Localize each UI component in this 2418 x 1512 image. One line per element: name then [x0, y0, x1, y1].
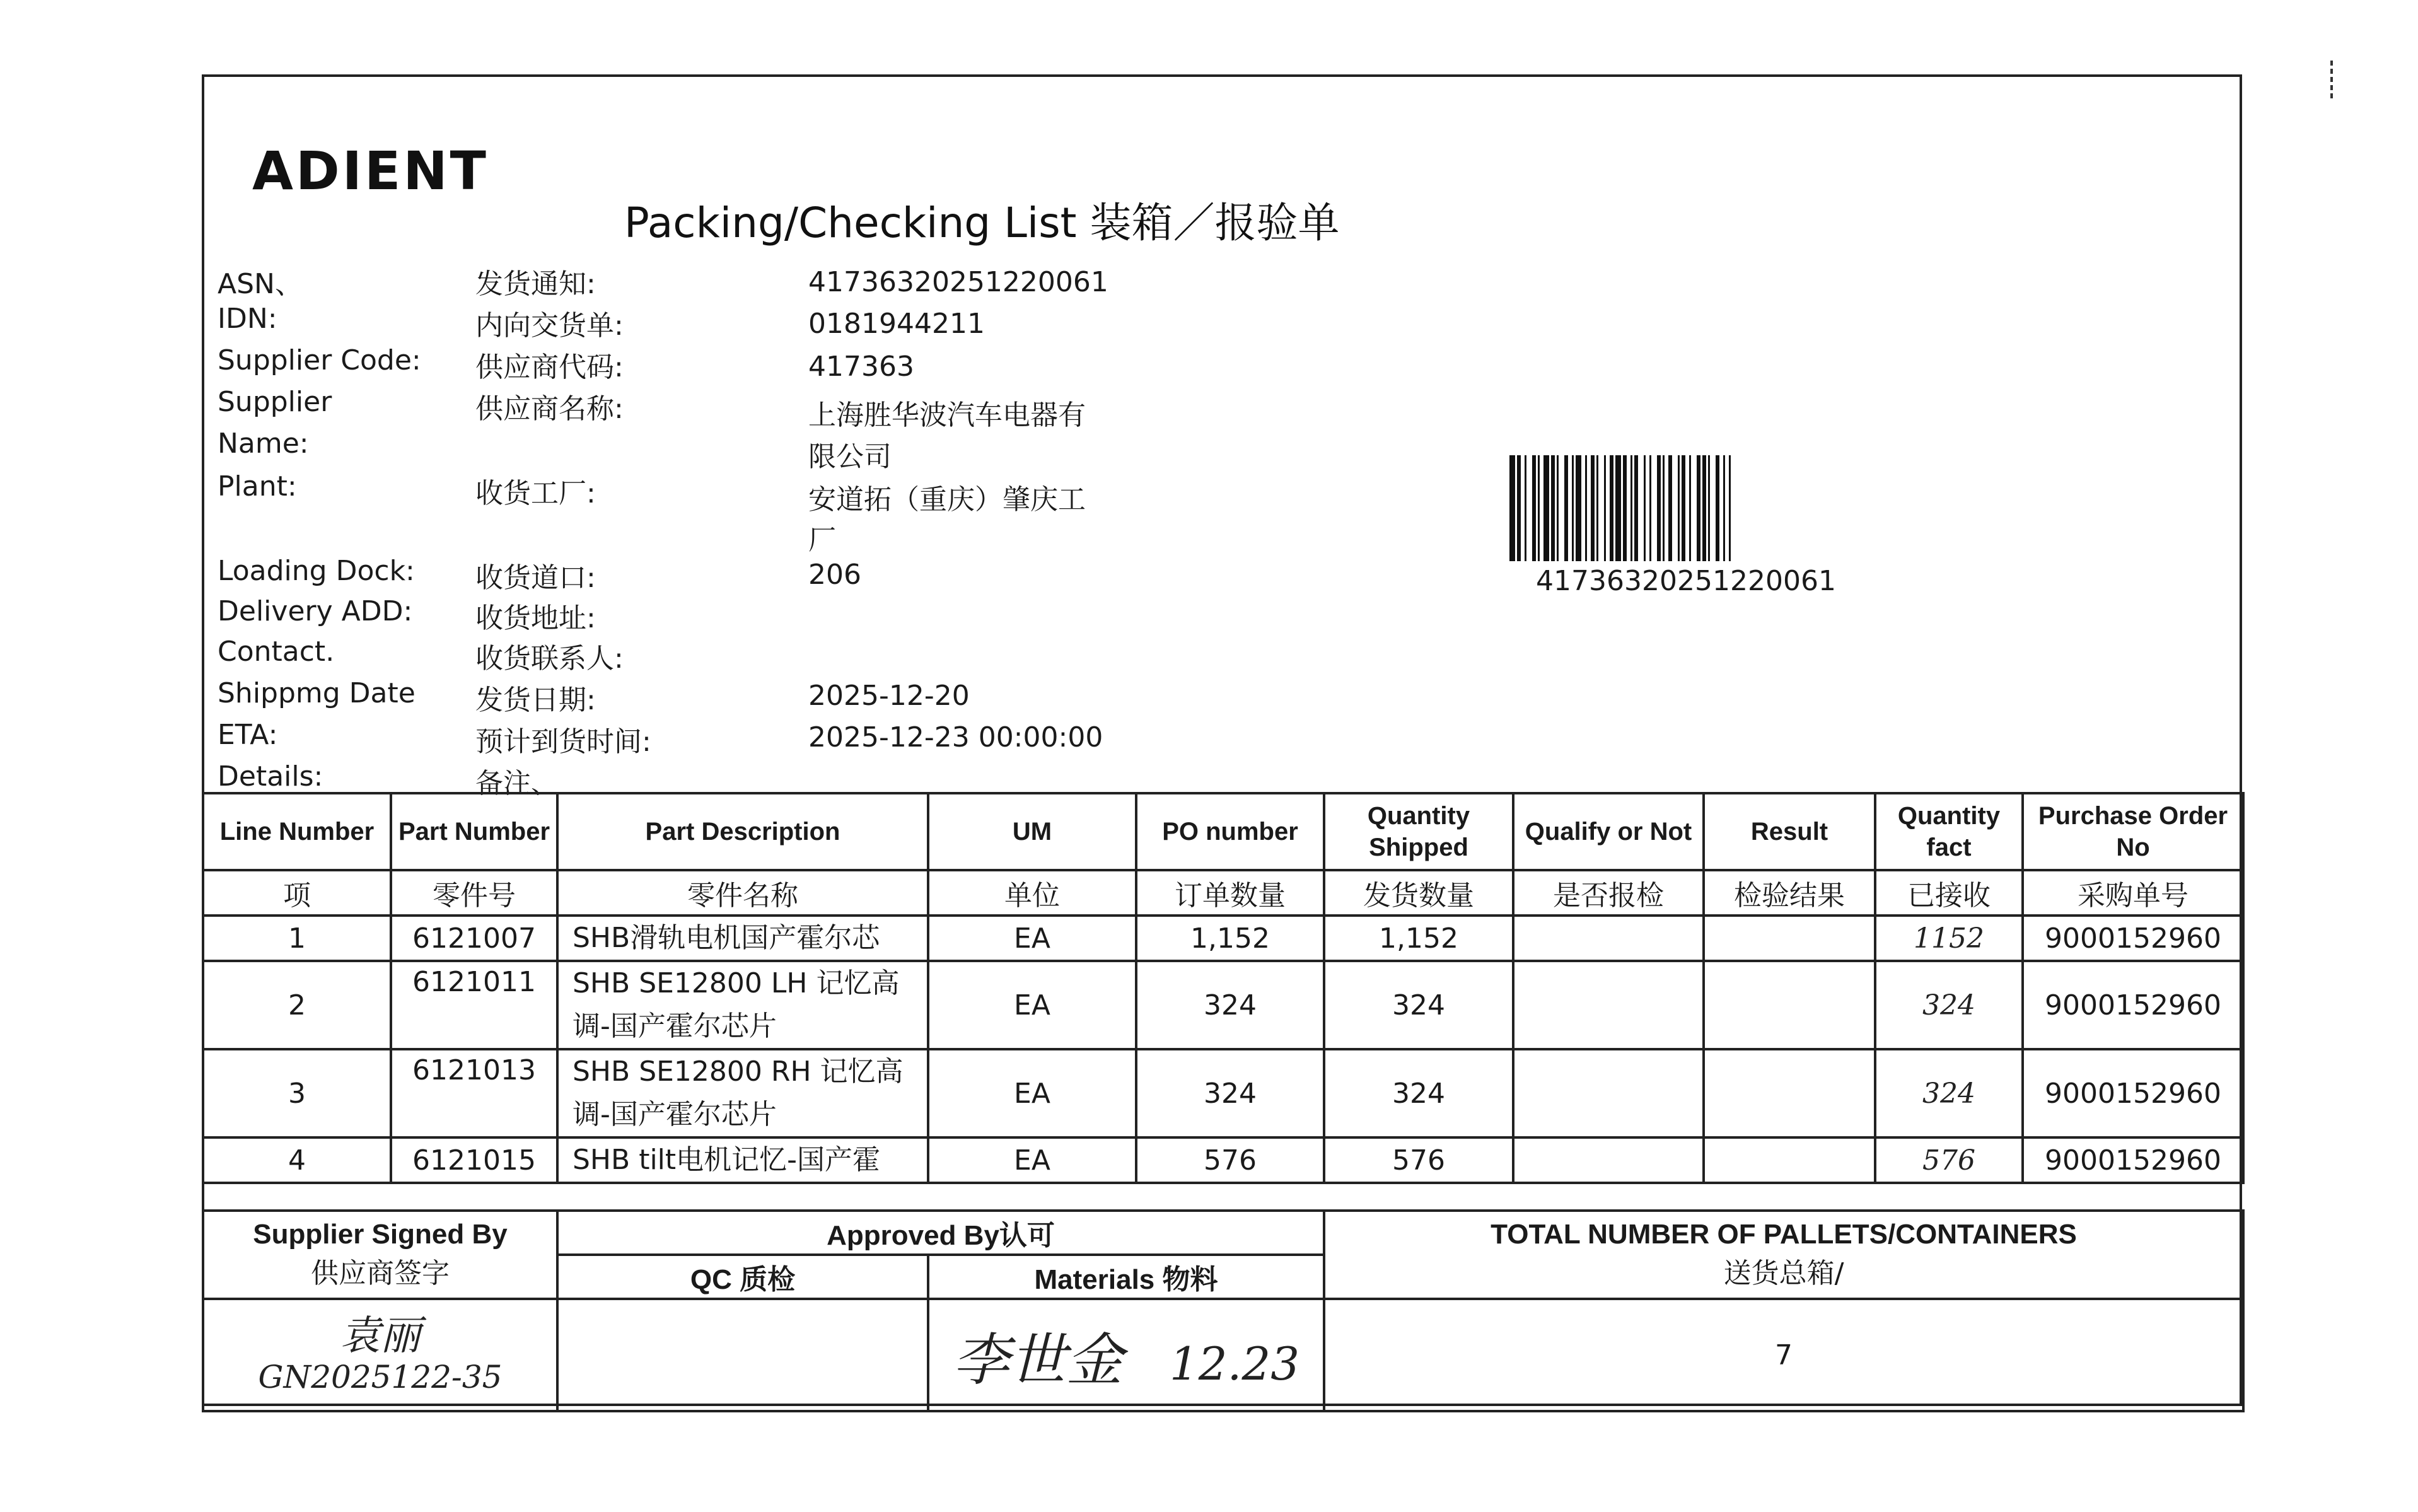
col-header-quantity-shipped: Quantity Shipped [1324, 793, 1513, 870]
cell-qualify [1513, 1137, 1704, 1183]
field-cn-supplier-code: 供应商代码: [475, 351, 624, 383]
field-label-asn: ASN、 [218, 268, 303, 300]
qc-signature-cell [557, 1299, 928, 1411]
supplier-signature-code: GN2025122-35 [258, 1359, 503, 1395]
barcode-bar [1596, 455, 1598, 561]
field-label-idn: IDN: [218, 303, 277, 335]
col-header-line-number: Line Number [203, 793, 391, 870]
field-cn-contact: 收货联系人: [475, 643, 624, 675]
col-header-cn-order: 采购单号 [2023, 870, 2243, 916]
cell-line: 1 [203, 916, 391, 961]
col-header-po-number: PO number [1136, 793, 1324, 870]
barcode-bar [1551, 455, 1555, 561]
barcode-bar [1634, 455, 1638, 561]
field-value-asn: 41736320251220061 [808, 266, 1108, 298]
field-value-shipping-date: 2025-12-20 [808, 680, 970, 712]
field-label-details: Details: [218, 760, 323, 793]
barcode-bar [1649, 455, 1651, 561]
field-cn-loading-dock: 收货道口: [475, 562, 596, 594]
cell-part: 6121011 [391, 961, 557, 1049]
barcode-bar [1604, 455, 1606, 561]
col-header-cn-result: 检验结果 [1704, 870, 1875, 916]
col-header-purchase-order: Purchase Order No [2023, 793, 2243, 870]
supplier-signed-label: Supplier Signed By [253, 1219, 508, 1250]
cell-result [1704, 916, 1875, 961]
supplier-signed-header [203, 1211, 557, 1299]
signoff-table [202, 1209, 2245, 1412]
line-items-table [202, 792, 2245, 1184]
cell-shipped: 324 [1324, 1049, 1513, 1137]
cell-order: 9000152960 [2023, 961, 2243, 1049]
materials-signature-date: 12.23 [1169, 1337, 1300, 1390]
field-value-plant-2: 厂 [808, 524, 836, 556]
approved-by-label: Approved By认可 [557, 1211, 1324, 1255]
cell-um: EA [928, 1137, 1136, 1183]
barcode-bar [1657, 455, 1661, 561]
materials-signature: 李世金 [952, 1327, 1123, 1393]
cell-fact-handwritten: 576 [1875, 1137, 2023, 1183]
field-cn-asn: 发货通知: [475, 268, 596, 300]
materials-label: Materials 物料 [928, 1255, 1324, 1299]
field-value-eta: 2025-12-23 00:00:00 [808, 721, 1103, 753]
col-header-cn-um: 单位 [928, 870, 1136, 916]
field-label-contact: Contact. [218, 636, 335, 668]
header-row-cn [203, 870, 2243, 916]
field-label-loading-dock: Loading Dock: [218, 555, 415, 587]
cell-qualify [1513, 1049, 1704, 1137]
field-cn-details: 备注、 [475, 767, 559, 800]
cell-fact-handwritten: 324 [1875, 961, 2023, 1049]
total-pallets-label: TOTAL NUMBER OF PALLETS/CONTAINERS [1491, 1219, 2077, 1250]
cell-shipped: 576 [1324, 1137, 1513, 1183]
col-header-cn-desc: 零件名称 [557, 870, 928, 916]
field-cn-eta: 预计到货时间: [475, 726, 651, 758]
col-header-cn-part: 零件号 [391, 870, 557, 916]
cell-desc: SHB SE12800 LH 记忆高调-国产霍尔芯片 [557, 961, 928, 1049]
cell-order: 9000152960 [2023, 1049, 2243, 1137]
materials-signature-cell [928, 1299, 1324, 1411]
col-header-quantity-fact: Quantity fact [1875, 793, 2023, 870]
barcode-bar [1623, 455, 1627, 561]
cell-result [1704, 1049, 1875, 1137]
cell-po: 324 [1136, 1049, 1324, 1137]
field-cn-supplier-name: 供应商名称: [475, 393, 624, 425]
field-value-supplier-name-1: 上海胜华波汽车电器有 [808, 399, 1086, 431]
cell-order: 9000152960 [2023, 1137, 2243, 1183]
cell-line: 2 [203, 961, 391, 1049]
field-value-supplier-name-2: 限公司 [808, 441, 892, 473]
col-header-cn-qualify: 是否报检 [1513, 870, 1704, 916]
barcode-bar [1716, 455, 1719, 561]
field-cn-idn: 内向交货单: [475, 310, 624, 342]
field-cn-plant: 收货工厂: [475, 477, 596, 509]
document-title: Packing/Checking List 装箱／报验单 [624, 199, 1340, 247]
field-label-supplier-code: Supplier Code: [218, 344, 421, 376]
barcode-bar [1591, 455, 1595, 561]
cell-result [1704, 961, 1875, 1049]
cell-order: 9000152960 [2023, 916, 2243, 961]
barcode-bar [1557, 455, 1559, 561]
col-header-part-number: Part Number [391, 793, 557, 870]
col-header-cn-shipped: 发货数量 [1324, 870, 1513, 916]
barcode-bar [1525, 455, 1526, 561]
barcode-bar [1708, 455, 1710, 561]
cell-po: 1,152 [1136, 916, 1324, 961]
col-header-cn-fact: 已接收 [1875, 870, 2023, 916]
cell-um: EA [928, 961, 1136, 1049]
barcode-bar [1517, 455, 1521, 561]
field-label-name: Name: [218, 427, 309, 460]
barcode-bar [1689, 455, 1691, 561]
supplier-signature-cell [203, 1299, 557, 1411]
cell-desc: SHB tilt电机记忆-国产霍 [557, 1137, 928, 1183]
barcode-bar [1630, 455, 1632, 561]
field-value-idn: 0181944211 [808, 308, 985, 340]
table-row [203, 1049, 2243, 1137]
field-label-plant: Plant: [218, 470, 297, 503]
barcode-bar [1678, 455, 1680, 561]
col-header-part-description: Part Description [557, 793, 928, 870]
barcode-bar [1564, 455, 1568, 561]
supplier-signed-label-cn: 供应商签字 [311, 1257, 450, 1289]
cell-shipped: 1,152 [1324, 916, 1513, 961]
col-header-result: Result [1704, 793, 1875, 870]
cell-part: 6121013 [391, 1049, 557, 1137]
cell-fact-handwritten: 324 [1875, 1049, 2023, 1137]
total-pallets-label-cn: 送货总箱/ [1723, 1257, 1844, 1289]
field-cn-delivery-add: 收货地址: [475, 602, 596, 634]
header-row-en [203, 793, 2243, 870]
cell-result [1704, 1137, 1875, 1183]
field-cn-shipping-date: 发货日期: [475, 684, 596, 716]
barcode-number: 41736320251220061 [1536, 565, 1836, 597]
field-value-plant-1: 安道拓（重庆）肇庆工 [808, 484, 1086, 516]
barcode-bar [1543, 455, 1549, 561]
cell-desc: SHB滑轨电机国产霍尔芯 [557, 916, 928, 961]
qc-label: QC 质检 [557, 1255, 928, 1299]
company-logo: ADIENT [252, 140, 489, 202]
col-header-cn-line: 项 [203, 870, 391, 916]
barcode-bar [1509, 455, 1515, 561]
field-value-loading-dock: 206 [808, 559, 861, 591]
cell-um: EA [928, 1049, 1136, 1137]
col-header-cn-po: 订单数量 [1136, 870, 1324, 916]
barcode-image [1508, 455, 1864, 561]
barcode-bar [1663, 455, 1665, 561]
cell-qualify [1513, 961, 1704, 1049]
barcode-bar [1682, 455, 1685, 561]
cell-part: 6121007 [391, 916, 557, 961]
total-pallets-header [1324, 1211, 2243, 1299]
barcode-bar [1702, 455, 1706, 561]
barcode-bar [1532, 455, 1536, 561]
barcode-bar [1585, 455, 1587, 561]
field-label-shipping-date: Shippmg Date [218, 677, 416, 709]
barcode-bar [1615, 455, 1621, 561]
barcode-bar [1729, 455, 1731, 561]
barcode-bar [1697, 455, 1700, 561]
cell-line: 4 [203, 1137, 391, 1183]
supplier-signature: 袁丽 [340, 1313, 421, 1359]
table-row [203, 961, 2243, 1049]
cell-po: 324 [1136, 961, 1324, 1049]
cell-qualify [1513, 916, 1704, 961]
field-label-delivery-add: Delivery ADD: [218, 595, 413, 627]
total-pallets-value: 7 [1324, 1299, 2243, 1411]
scan-edge-mark [2330, 61, 2335, 98]
barcode-bar [1576, 455, 1581, 561]
cell-fact-handwritten: 1152 [1875, 916, 2023, 961]
table-row [203, 916, 2243, 961]
cell-shipped: 324 [1324, 961, 1513, 1049]
field-value-supplier-code: 417363 [808, 351, 914, 383]
cell-po: 576 [1136, 1137, 1324, 1183]
cell-desc: SHB SE12800 RH 记忆高调-国产霍尔芯片 [557, 1049, 928, 1137]
field-label-supplier: Supplier [218, 386, 332, 418]
cell-um: EA [928, 916, 1136, 961]
cell-line: 3 [203, 1049, 391, 1137]
barcode-bar [1538, 455, 1540, 561]
barcode-bar [1644, 455, 1646, 561]
field-label-eta: ETA: [218, 719, 278, 751]
barcode-bar [1723, 455, 1725, 561]
barcode-bar [1572, 455, 1574, 561]
col-header-qualify: Qualify or Not [1513, 793, 1704, 870]
barcode-bar [1668, 455, 1672, 561]
col-header-um: UM [928, 793, 1136, 870]
barcode-bar [1610, 455, 1613, 561]
cell-part: 6121015 [391, 1137, 557, 1183]
table-row [203, 1137, 2243, 1183]
